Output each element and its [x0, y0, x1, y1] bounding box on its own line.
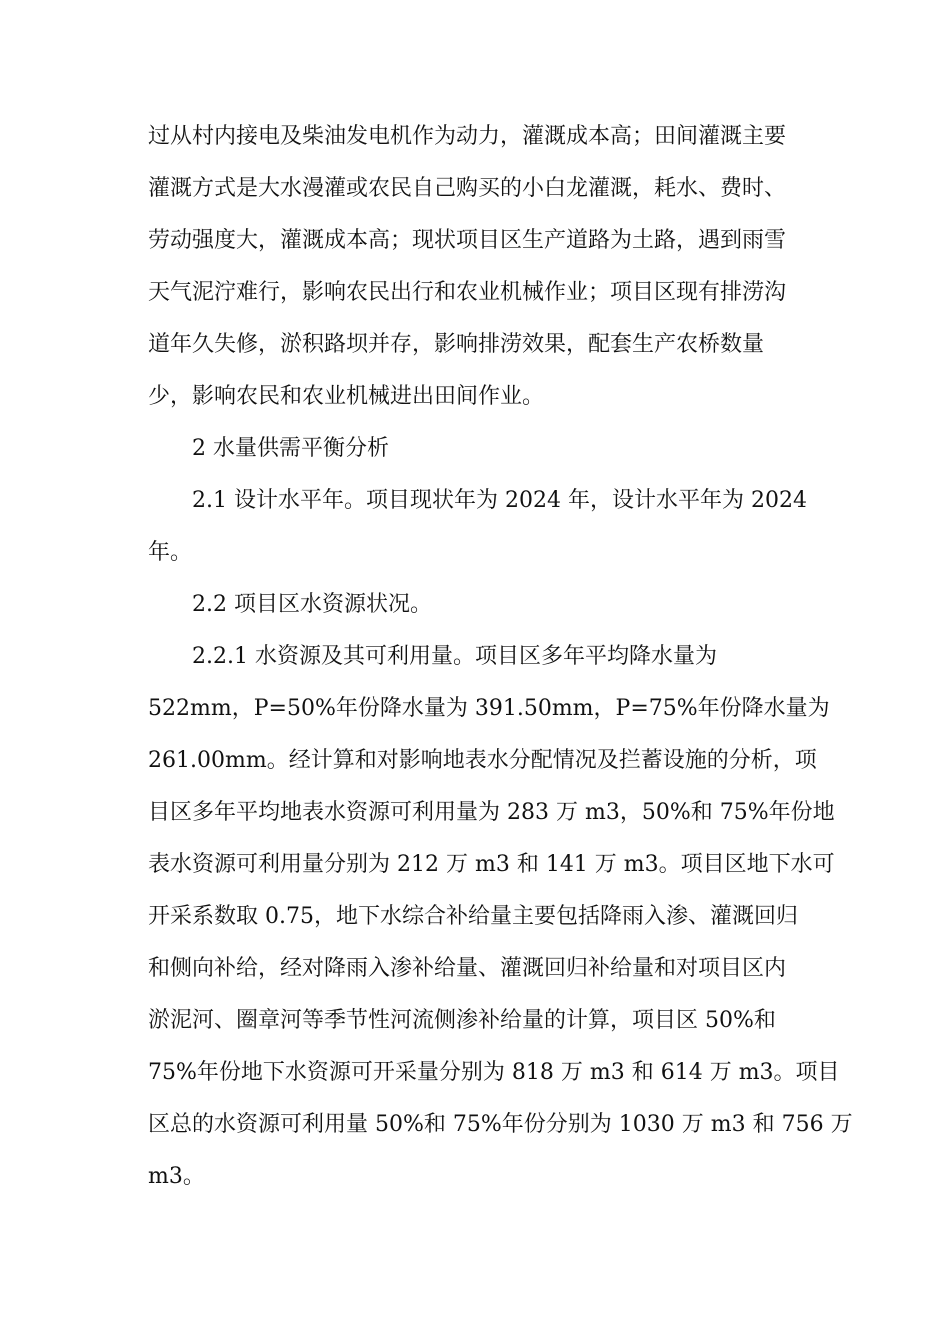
paragraph-line: m3。	[148, 1164, 205, 1189]
paragraph-line: 道年久失修，淤积路坝并存，影响排涝效果，配套生产农桥数量	[148, 332, 765, 357]
paragraph-line: 目区多年平均地表水资源可利用量为 283 万 m3，50%和 75%年份地	[148, 800, 835, 825]
paragraph-line: 522mm，P=50%年份降水量为 391.50mm，P=75%年份降水量为	[148, 696, 830, 721]
paragraph-line: 75%年份地下水资源可开采量分别为 818 万 m3 和 614 万 m3。项目	[148, 1060, 840, 1085]
paragraph-line: 区总的水资源可利用量 50%和 75%年份分别为 1030 万 m3 和 756 万	[148, 1112, 853, 1137]
paragraph-line: 过从村内接电及柴油发电机作为动力，灌溉成本高；田间灌溉主要	[148, 124, 787, 149]
paragraph-line: 劳动强度大，灌溉成本高；现状项目区生产道路为土路，遇到雨雪	[148, 228, 787, 253]
paragraph-line: 少，影响农民和农业机械进出田间作业。	[148, 384, 545, 409]
paragraph-line: 淤泥河、圈章河等季节性河流侧渗补给量的计算，项目区 50%和	[148, 1008, 776, 1033]
paragraph-line: 2.2.1 水资源及其可利用量。项目区多年平均降水量为	[192, 644, 717, 669]
subsection-heading: 2.2 项目区水资源状况。	[192, 592, 432, 617]
paragraph-line: 表水资源可利用量分别为 212 万 m3 和 141 万 m3。项目区地下水可	[148, 852, 835, 877]
paragraph-line: 开采系数取 0.75，地下水综合补给量主要包括降雨入渗、灌溉回归	[148, 904, 798, 929]
paragraph-line: 261.00mm。经计算和对影响地表水分配情况及拦蓄设施的分析，项	[148, 748, 817, 773]
paragraph-line: 年。	[148, 540, 193, 565]
paragraph-line: 灌溉方式是大水漫灌或农民自己购买的小白龙灌溉，耗水、费时、	[148, 176, 787, 201]
paragraph-line: 2.1 设计水平年。项目现状年为 2024 年，设计水平年为 2024	[192, 488, 807, 513]
paragraph-line: 和侧向补给，经对降雨入渗补给量、灌溉回归补给量和对项目区内	[148, 956, 787, 981]
section-heading: 2 水量供需平衡分析	[192, 436, 389, 461]
paragraph-line: 天气泥泞难行，影响农民出行和农业机械作业；项目区现有排涝沟	[148, 280, 787, 305]
